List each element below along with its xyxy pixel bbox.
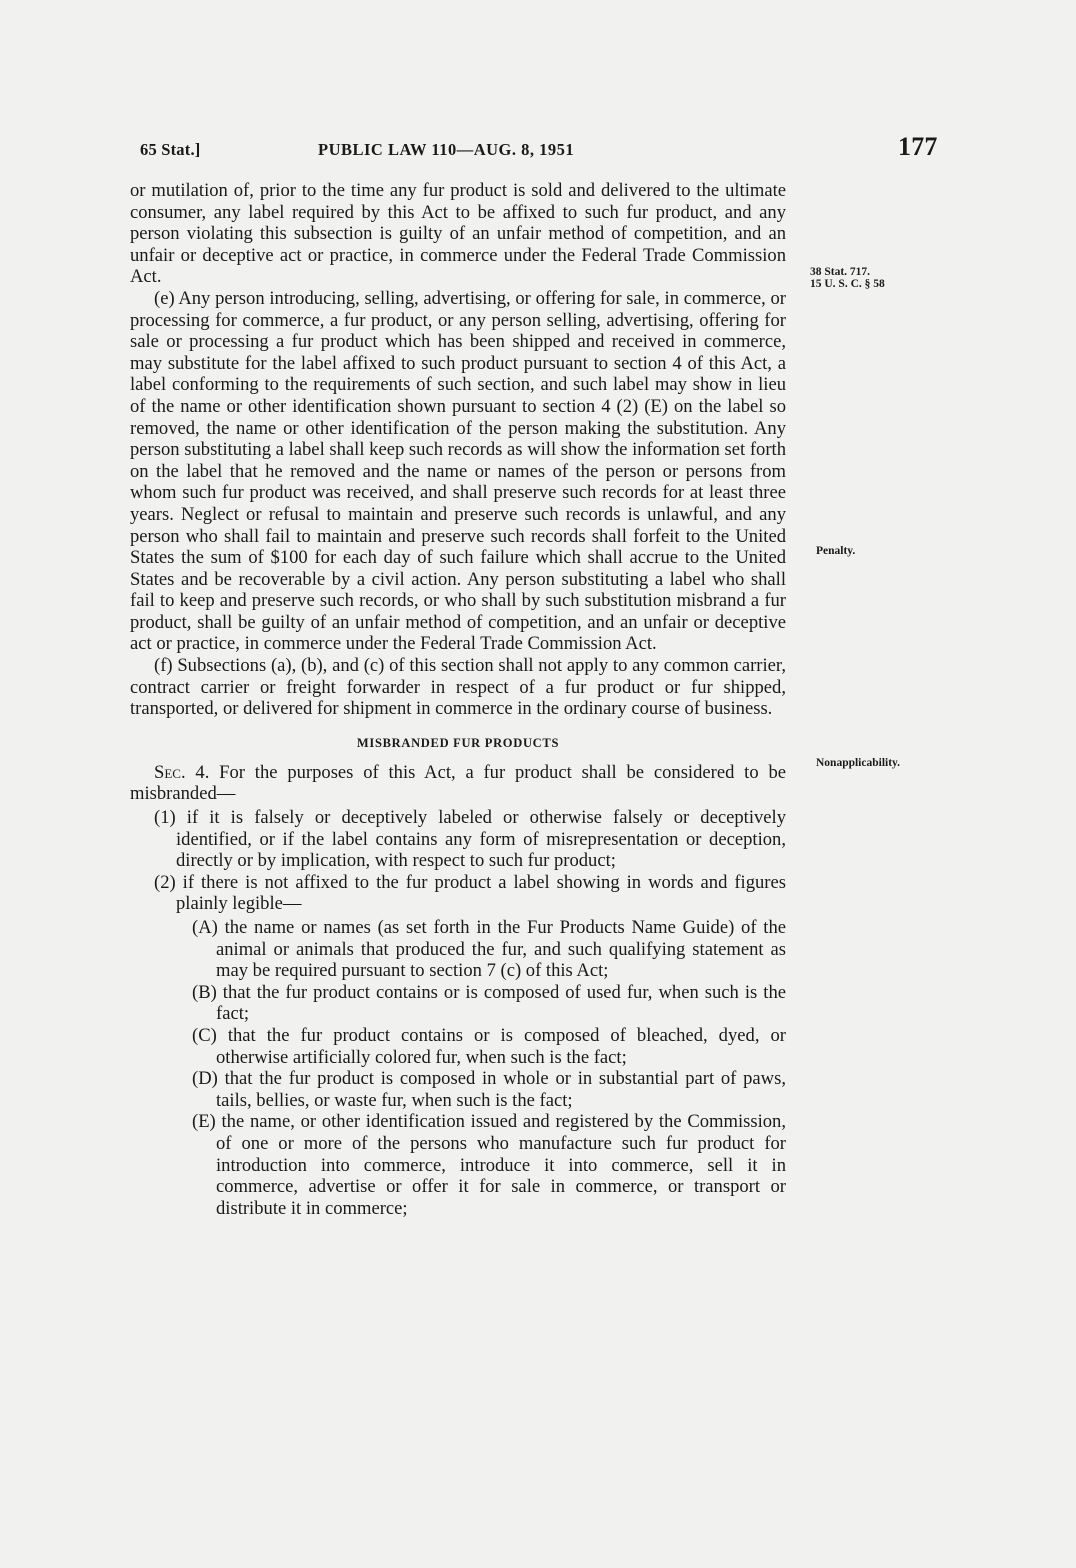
section-heading: MISBRANDED FUR PRODUCTS	[356, 735, 560, 750]
paragraph-e: (e) Any person introducing, selling, advertising, or offering for sale, in commerce, or processing for commerce, a fur product, or any person selling, advertising, offering for sale or processing a fur product which has been shipped and received in commerce, may substitute for the label affixed to such product pursuant to section 4 of this Act, a label conforming to the requirements of such section, and such label may show in lieu of the name or other identification shown pursuant to section 4 (2) (E) on the label so removed, the name or other identification of the person making the substitution. Any person substituting a label shall keep such records as will show the information set forth on the label that he removed and the name or names of the person or persons from whom such fur product was received, and shall preserve such records for at least three years. Neglect or refusal to maintain and preserve such records is unlawful, and any person who shall fail to maintain and preserve such records shall forfeit to the United States the sum of $100 for each day of such failure which shall accrue to the United States and be recoverable by a civil action. Any person substituting a label who shall fail to keep and preserve such records, or who shall by such substitution misbrand a fur product, shall be guilty of an unfair method of competition, and an unfair or deceptive act or practice, in commerce under the Federal Trade Commission Act.	[130, 287, 786, 655]
margin-note-penalty: Penalty.	[816, 545, 856, 557]
item-E: (E) the name, or other identification issued and registered by the Commission, of one or more of the persons who manufacture such fur product for introduction into commerce, introduce it into commerce, sell it in commerce, advertise or offer it for sale in commerce, or transport or distribute it in commerce;	[192, 1111, 786, 1219]
page-number: 177	[898, 132, 938, 161]
paragraph-continued: or mutilation of, prior to the time any fur product is sold and delivered to the ultimate consumer, any label required by this Act to be affixed to such fur product, and any person violating this subsection is guilty of an unfair method of competition, and an unfair or deceptive act or practice, in commerce under the Federal Trade Commission Act.	[130, 180, 786, 288]
margin-note-citation	[810, 266, 885, 290]
citation-line-2: 15 U. S. C. § 58	[810, 278, 885, 290]
item-A: (A) the name or names (as set forth in the Fur Products Name Guide) of the animal or animals that produced the fur, and such qualifying statement as may be required pursuant to section 7 (c) of this Act;	[192, 917, 786, 982]
margin-note-nonapplicability: Nonapplicability.	[816, 757, 901, 769]
item-D: (D) that the fur product is composed in whole or in substantial part of paws, tails, bellies, or waste fur, when such is the fact;	[192, 1068, 786, 1111]
section-label: Sec.	[154, 761, 186, 783]
statute-volume-label: 65 Stat.]	[140, 140, 201, 159]
item-C: (C) that the fur product contains or is composed of bleached, dyed, or otherwise artificially colored fur, when such is the fact;	[192, 1024, 786, 1068]
item-B: (B) that the fur product contains or is composed of used fur, when such is the fact;	[192, 981, 786, 1025]
section-4-text: 4. For the purposes of this Act, a fur product shall be considered to be misbranded—	[130, 761, 786, 805]
statute-body	[130, 180, 786, 1219]
paragraph-f: (f) Subsections (a), (b), and (c) of this section shall not apply to any common carrier, contract carrier or freight forwarder in respect of a fur product or fur shipped, transported, or delivered for shipment in commerce in the ordinary course of business.	[130, 655, 786, 720]
citation-line-1: 38 Stat. 717.	[810, 266, 871, 278]
item-2: (2) if there is not affixed to the fur product a label showing in words and figures plainly legible—	[154, 871, 786, 915]
item-1: (1) if it is falsely or deceptively labeled or otherwise falsely or deceptively identified, or if the label contains any form of misrepresentation or deception, directly or by implication, with respect to such fur product;	[154, 807, 786, 872]
running-title: PUBLIC LAW 110—AUG. 8, 1951	[318, 140, 575, 159]
section-4-intro	[130, 762, 786, 805]
